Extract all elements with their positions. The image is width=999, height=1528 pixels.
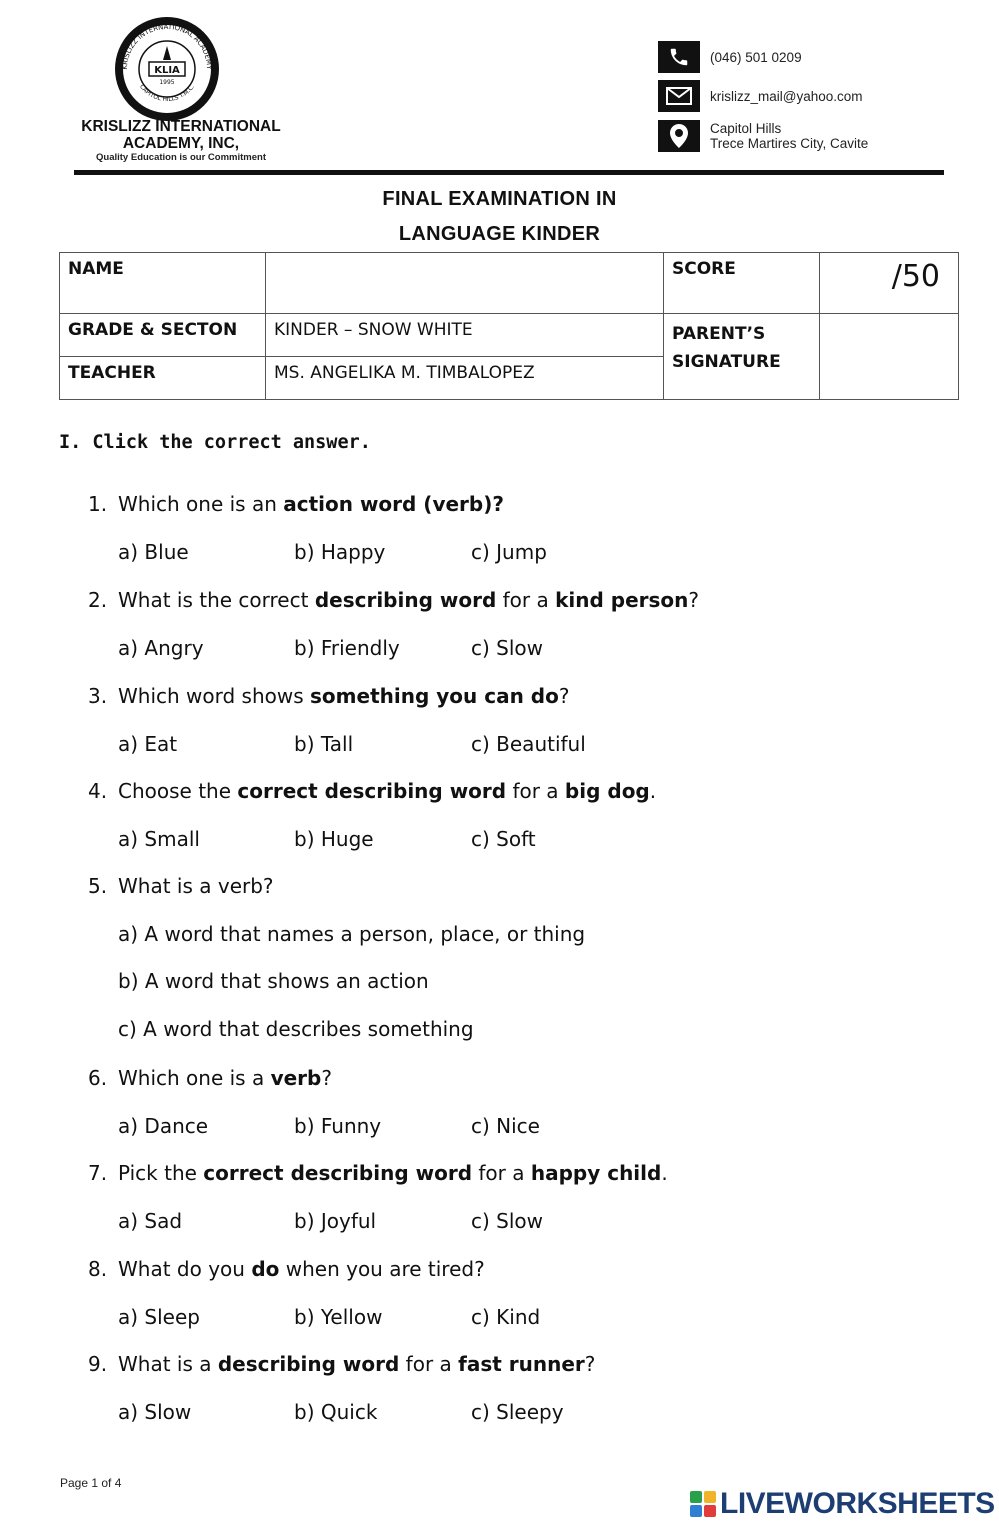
question-text: . [661,1161,668,1185]
contact-phone [658,40,802,74]
seal-year: 1995 [159,79,175,86]
question-number: 4. [88,779,108,803]
question-text: Pick the [118,1161,204,1185]
liveworksheets-brand: LIVEWORKSHEETS [720,1487,995,1520]
question-5-option-b[interactable]: b) A word that shows an action [118,969,429,993]
question-keyword: fast runner [458,1352,585,1376]
header-divider [74,170,944,175]
location-pin-icon [658,120,700,152]
question-number: 2. [88,588,108,612]
question-2-option-c[interactable]: c) Slow [471,635,544,660]
contact-email [658,79,863,113]
question-number: 3. [88,684,108,708]
question-text: ? [558,684,570,708]
question-text: for a [506,779,565,803]
question-8-option-a[interactable]: a) Sleep [118,1304,200,1329]
name-label: NAME [60,253,266,314]
name-field[interactable] [266,253,664,314]
question-keyword: big dog [564,779,650,803]
question-5-option-a[interactable]: a) A word that names a person, place, or thing [118,921,586,946]
question-keyword: happy child [530,1161,662,1185]
grade-value: KINDER – SNOW WHITE [266,314,664,357]
question-text: Which word shows [118,684,311,708]
question-1-option-c[interactable]: c) Jump [471,539,547,564]
score-label: SCORE [664,253,820,314]
question-2-option-b[interactable]: b) Friendly [294,635,400,660]
address-line2: Trece Martires City, Cavite [710,136,869,151]
question-4-option-c[interactable]: c) Soft [471,826,536,851]
question-9-option-b[interactable]: b) Quick [294,1399,378,1424]
question-text: Which one is an [118,492,284,516]
question-5 [88,874,274,898]
question-8 [88,1257,485,1281]
seal-center-label: KLIA [154,65,180,76]
seal-ring-text: KRISLIZZ INTERNATIONAL ACADEMY [120,22,214,70]
question-4-option-b[interactable]: b) Huge [294,826,374,851]
question-9 [88,1352,595,1376]
question-2 [88,588,699,612]
student-info-table [59,252,959,400]
question-text: for a [399,1352,459,1376]
liveworksheets-mark-icon [690,1491,716,1517]
question-7-option-b[interactable]: b) Joyful [294,1208,377,1233]
question-7-option-c[interactable]: c) Slow [471,1208,544,1233]
question-1-option-a[interactable]: a) Blue [118,539,189,564]
phone-icon [658,41,700,73]
question-8-option-b[interactable]: b) Yellow [294,1304,383,1329]
question-keyword: verb [270,1066,322,1090]
question-9-option-c[interactable]: c) Sleepy [471,1399,564,1424]
question-number: 9. [88,1352,108,1376]
school-seal-logo [105,14,229,124]
contact-address [658,119,868,153]
question-text: ? [688,588,700,612]
address [710,121,868,151]
question-text: for a [472,1161,531,1185]
parent-signature-field [820,314,959,400]
question-1-option-b[interactable]: b) Happy [294,539,386,564]
school-name-line2: ACADEMY, INC, [122,135,240,152]
question-keyword: action word (verb)? [283,492,504,516]
question-3-option-b[interactable]: b) Tall [294,731,354,756]
school-name [52,118,310,152]
question-4 [88,779,656,803]
question-keyword: do [251,1257,280,1281]
question-text: Choose the [118,779,238,803]
liveworksheets-logo [690,1487,995,1521]
school-name-line1: KRISLIZZ INTERNATIONAL [81,118,281,135]
question-text: for a [496,588,556,612]
question-number: 8. [88,1257,108,1281]
question-keyword: correct describing word [237,779,507,803]
mail-icon [658,80,700,112]
question-text: . [649,779,657,803]
question-9-option-a[interactable]: a) Slow [118,1399,192,1424]
teacher-label: TEACHER [60,357,266,400]
seal-bottom-text: CAPITOL HILLS T.M.C. [137,83,197,104]
question-8-option-c[interactable]: c) Kind [471,1304,541,1329]
question-7-option-a[interactable]: a) Sad [118,1208,183,1233]
phone-number: (046) 501 0209 [710,49,802,65]
question-6 [88,1066,332,1090]
question-text: ? [584,1352,596,1376]
question-4-option-a[interactable]: a) Small [118,826,200,851]
question-text: What is the correct [118,588,315,612]
question-1 [88,492,504,516]
question-text: What is a verb? [118,874,274,898]
question-text: What do you [118,1257,252,1281]
question-number: 5. [88,874,108,898]
question-keyword: describing word [217,1352,400,1376]
grade-label: GRADE & SECTON [60,314,266,357]
question-text: ? [321,1066,332,1090]
question-5-option-c[interactable]: c) A word that describes something [118,1016,474,1041]
exam-title-line1: FINAL EXAMINATION IN [382,188,617,210]
question-7 [88,1161,668,1185]
teacher-value: MS. ANGELIKA M. TIMBALOPEZ [266,357,664,400]
question-6-option-a[interactable]: a) Dance [118,1113,209,1138]
instruction: I. Click the correct answer. [59,432,371,453]
question-3-option-a[interactable]: a) Eat [118,731,178,756]
question-2-option-a[interactable]: a) Angry [118,635,204,660]
question-number: 7. [88,1161,108,1185]
score-value: /50 [820,253,959,314]
exam-title-line2: LANGUAGE KINDER [398,223,601,245]
question-keyword: something you can do [310,684,559,708]
page-number: Page 1 of 4 [60,1476,122,1490]
parent-signature-label: PARENT’S SIGNATURE [664,314,820,400]
question-text: Which one is a [118,1066,271,1090]
question-3 [88,684,569,708]
question-3-option-c[interactable]: c) Beautiful [471,731,586,756]
school-tagline: Quality Education is our Commitment [96,152,266,163]
question-text: What is a [118,1352,218,1376]
address-line1: Capitol Hills [710,121,782,136]
question-6-option-c[interactable]: c) Nice [471,1113,540,1138]
question-number: 1. [88,492,108,516]
question-keyword: kind person [555,588,689,612]
question-text: when you are tired? [279,1257,485,1281]
question-6-option-b[interactable]: b) Funny [294,1113,382,1138]
question-number: 6. [88,1066,108,1090]
question-keyword: describing word [314,588,497,612]
question-keyword: correct describing word [203,1161,473,1185]
email-address: krislizz_mail@yahoo.com [710,88,863,104]
